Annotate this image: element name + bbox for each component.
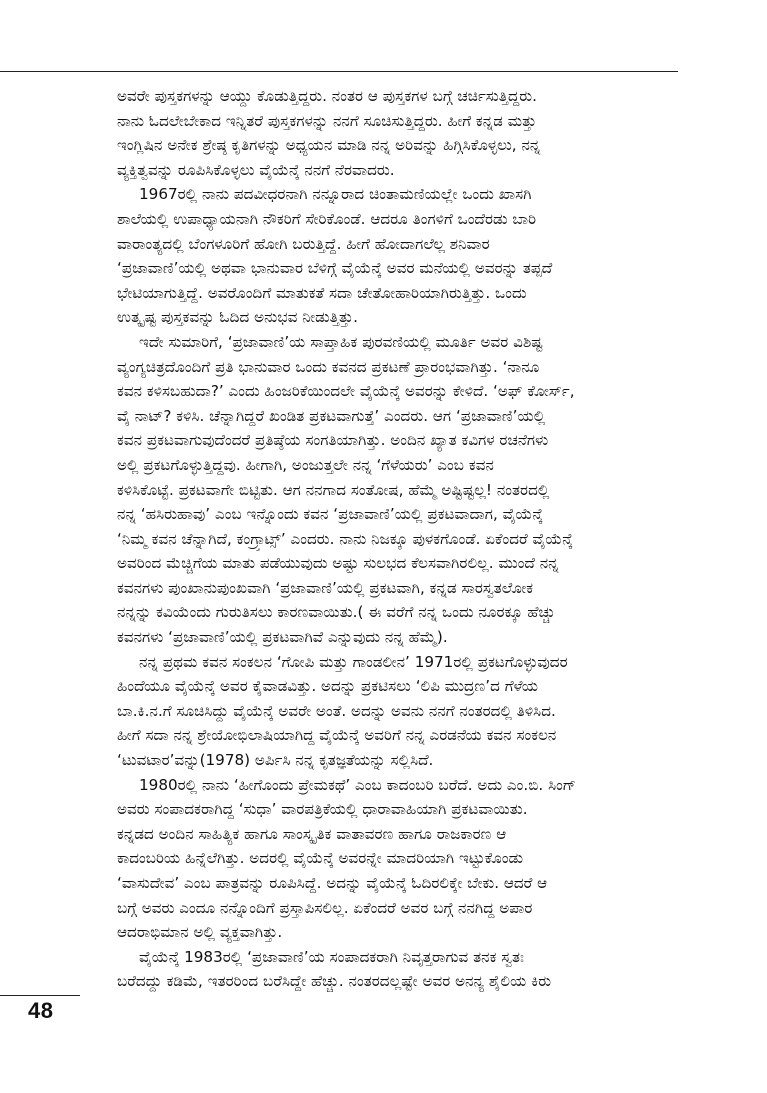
paragraph [117, 773, 677, 945]
text-line: ಕವನ ಕಳಿಸಬಹುದಾ?’ ಎಂದು ಹಿಂಜರಿಕೆಯಿಂದಲೇ ವೈಯೆನ್ಕೆ ಅವರನ್ನು ಕೇಳಿದೆ. ‘ಅಫ್ ಕೋರ್ಸ್, [117, 382, 575, 401]
text-line: ‘ವಾಸುದೇವ’ ಎಂಬ ಪಾತ್ರವನ್ನು ರೂಪಿಸಿದ್ದೆ. ಅದನ್ನು ವೈಯೆನ್ಕೆ ಓದಿರಲಿಕ್ಕೇ ಬೇಕು. ಆದರೆ ಆ [117, 874, 548, 892]
top-rule [0, 71, 678, 72]
text-line: ಇಂಗ್ಲಿಷಿನ ಅನೇಕ ಶ್ರೇಷ್ಠ ಕೃತಿಗಳನ್ನು ಅಧ್ಯಯನ ಮಾಡಿ ನನ್ನ ಅರಿವನ್ನು ಹಿಗ್ಗಿಸಿಕೊಳ್ಳಲು, ನನ್ನ [117, 136, 541, 155]
text-line: ನಾನು ಓದಲೇಬೇಕಾದ ಇನ್ನಿತರೆ ಪುಸ್ತಕಗಳನ್ನು ನನಗೆ ಸೂಚಿಸುತ್ತಿದ್ದರು. ಹೀಗೆ ಕನ್ನಡ ಮತ್ತು [117, 111, 537, 130]
text-line: ‘ಟುವಟಾರ’ವನ್ನು(1978) ಅರ್ಪಿಸಿ ನನ್ನ ಕೃತಜ್ಞತೆಯನ್ನು ಸಲ್ಲಿಸಿದೆ. [117, 751, 434, 770]
text-line: ಭೇಟಿಯಾಗುತ್ತಿದ್ದೆ. ಅವರೊಂದಿಗೆ ಮಾತುಕತೆ ಸದಾ ಚೇತೋಹಾರಿಯಾಗಿರುತ್ತಿತ್ತು. ಒಂದು [117, 283, 527, 302]
text-line: ಉತ್ಕೃಷ್ಟ ಪುಸ್ತಕವನ್ನು ಓದಿದ ಅನುಭವ ನೀಡುತ್ತಿತ್ತು. [117, 308, 358, 327]
text-line: 1980ರಲ್ಲಿ ನಾನು ‘ಹೀಗೊಂದು ಪ್ರೇಮಕಥೆ’ ಎಂಬ ಕಾದಂಬರಿ ಬರೆದೆ. ಅದು ಎಂ.ಬಿ. ಸಿಂಗ್ [139, 775, 577, 794]
paragraph [117, 945, 677, 994]
text-line: ಅವರಿಂದ ಮೆಚ್ಚಿಗೆಯ ಮಾತು ಪಡೆಯುವುದು ಅಷ್ಟು ಸುಲಭದ ಕೆಲಸವಾಗಿರಲಿಲ್ಲ. ಮುಂದೆ ನನ್ನ [117, 554, 559, 573]
text-line: ಕವನಗಳು ಪುಂಖಾನುಪುಂಖವಾಗಿ ‘ಪ್ರಜಾವಾಣಿ’ಯಲ್ಲಿ ಪ್ರಕಟವಾಗಿ, ಕನ್ನಡ ಸಾರಸ್ವತಲೋಕ [117, 578, 534, 597]
footer-rule [0, 995, 80, 996]
text-line: ವೈಯೆನ್ಕೆ 1983ರಲ್ಲಿ ‘ಪ್ರಜಾವಾಣಿ’ಯ ಸಂಪಾದಕರಾಗಿ ನಿವೃತ್ತರಾಗುವ ತನಕ ಸ್ವತಃ [139, 947, 524, 966]
text-line: ವ್ಯಕ್ತಿತ್ವವನ್ನು ರೂಪಿಸಿಕೊಳ್ಳಲು ವೈಯೆನ್ಕೆ ನನಗೆ ನೆರವಾದರು. [117, 160, 395, 179]
text-line: 1967ರಲ್ಲಿ ನಾನು ಪದವೀಧರನಾಗಿ ನನ್ನೂರಾದ ಚಿಂತಾಮಣಿಯಲ್ಲೇ ಒಂದು ಖಾಸಗಿ [139, 185, 532, 204]
text-line: ‘ಪ್ರಜಾವಾಣಿ’ಯಲ್ಲಿ ಅಥವಾ ಭಾನುವಾರ ಬೆಳಿಗ್ಗೆ ವೈಯೆನ್ಕೆ ಅವರ ಮನೆಯಲ್ಲಿ ಅವರನ್ನು ತಪ್ಪದೆ [117, 259, 553, 278]
text-line: ಇದೇ ಸುಮಾರಿಗೆ, ‘ಪ್ರಜಾವಾಣಿ’ಯ ಸಾಪ್ತಾಹಿಕ ಪುರವಣಿಯಲ್ಲಿ ಮೂರ್ತಿ ಅವರ ವಿಶಿಷ್ಟ [139, 332, 543, 351]
text-line: ಹಿಂದೆಯೂ ವೈಯೆನ್ಕೆ ಅವರ ಕೈವಾಡವಿತ್ತು. ಅದನ್ನು ಪ್ರಕಟಿಸಲು ‘ಲಿಪಿ ಮುದ್ರಣ’ದ ಗೆಳೆಯ [117, 677, 539, 696]
text-line: ಅವರು ಸಂಪಾದಕರಾಗಿದ್ದ ‘ಸುಧಾ’ ವಾರಪತ್ರಿಕೆಯಲ್ಲಿ ಧಾರಾವಾಹಿಯಾಗಿ ಪ್ರಕಟವಾಯಿತು. [117, 800, 528, 819]
text-line: ಶಾಲೆಯಲ್ಲಿ ಉಪಾಧ್ಯಾಯನಾಗಿ ನೌಕರಿಗೆ ಸೇರಿಕೊಂಡೆ. ಆದರೂ ತಿಂಗಳಿಗೆ ಒಂದೆರಡು ಬಾರಿ [117, 209, 537, 228]
text-line: ಕವನಗಳು ‘ಪ್ರಜಾವಾಣಿ’ಯಲ್ಲಿ ಪ್ರಕಟವಾಗಿವೆ ಎನ್ನುವುದು ನನ್ನ ಹೆಮ್ಮೆ). [117, 628, 448, 647]
paragraph [117, 84, 677, 182]
text-line: ಬರೆದದ್ದು ಕಡಿಮೆ, ಇತರರಿಂದ ಬರೆಸಿದ್ದೇ ಹೆಚ್ಚು. ನಂತರದಲ್ಲಷ್ಟೇ ಅವರ ಅನನ್ಯ ಶೈಲಿಯ ಕಿರು [117, 972, 552, 991]
text-line: ನನ್ನ ಪ್ರಥಮ ಕವನ ಸಂಕಲನ ‘ಗೋಪಿ ಮತ್ತು ಗಾಂಡಲೀನ’ 1971ರಲ್ಲಿ ಪ್ರಕಟಗೊಳ್ಳುವುದರ [139, 652, 568, 671]
text-line: ಬಗ್ಗೆ ಅವರು ಎಂದೂ ನನ್ನೊಂದಿಗೆ ಪ್ರಸ್ತಾಪಿಸಲಿಲ್ಲ. ಏಕೆಂದರೆ ಅವರ ಬಗ್ಗೆ ನನಗಿದ್ದ ಅಪಾರ [117, 898, 533, 917]
paragraph [117, 182, 677, 330]
text-line: ಕಾದಂಬರಿಯ ಹಿನ್ನೆಲೆಗಿತ್ತು. ಅದರಲ್ಲಿ ವೈಯೆನ್ಕೆ ಅವರನ್ನೇ ಮಾದರಿಯಾಗಿ ಇಟ್ಟುಕೊಂಡು [117, 849, 524, 868]
page-number: 48 [28, 998, 54, 1023]
text-line: ನನ್ನ ‘ಹಸಿರುಹಾವು’ ಎಂಬ ಇನ್ನೊಂದು ಕವನ ‘ಪ್ರಜಾವಾಣಿ’ಯಲ್ಲಿ ಪ್ರಕಟವಾದಾಗ, ವೈಯೆನ್ಕೆ [117, 505, 543, 524]
body-text [117, 84, 677, 994]
paragraph [117, 330, 677, 650]
text-line: ಅಲ್ಲಿ ಪ್ರಕಟಗೊಳ್ಳುತ್ತಿದ್ದವು. ಹೀಗಾಗಿ, ಅಂಜುತ್ತಲೇ ನನ್ನ ‘ಗೆಳೆಯರು’ ಎಂಬ ಕವನ [117, 455, 494, 474]
text-line: ಕವನ ಪ್ರಕಟವಾಗುವುದೆಂದರೆ ಪ್ರತಿಷ್ಠೆಯ ಸಂಗತಿಯಾಗಿತ್ತು. ಅಂದಿನ ಖ್ಯಾತ ಕವಿಗಳ ರಚನೆಗಳು [117, 431, 549, 450]
text-line: ಕಳಿಸಿಕೊಟ್ಟೆ. ಪ್ರಕಟವಾಗೇ ಬಿಟ್ಟಿತು. ಆಗ ನನಗಾದ ಸಂತೋಷ, ಹೆಮ್ಮೆ ಅಷ್ಟಿಷ್ಟಲ್ಲ! ನಂತರದಲ್ಲಿ [117, 480, 550, 499]
paragraph [117, 650, 677, 773]
text-line: ವೈ ನಾಟ್? ಕಳಿಸಿ. ಚೆನ್ನಾಗಿದ್ದರೆ ಖಂಡಿತ ಪ್ರಕಟವಾಗುತ್ತೆ’ ಎಂದರು. ಆಗ ‘ಪ್ರಜಾವಾಣಿ’ಯಲ್ಲಿ [117, 406, 546, 425]
text-line: ಹೀಗೆ ಸದಾ ನನ್ನ ಶ್ರೇಯೋಭಿಲಾಷಿಯಾಗಿದ್ದ ವೈಯೆನ್ಕೆ ಅವರಿಗೆ ನನ್ನ ಎರಡನೆಯ ಕವನ ಸಂಕಲನ [117, 726, 557, 745]
text-line: ವಾರಾಂತ್ಯದಲ್ಲಿ ಬೆಂಗಳೂರಿಗೆ ಹೋಗಿ ಬರುತ್ತಿದ್ದೆ. ಹೀಗೆ ಹೋದಾಗಲೆಲ್ಲ ಶನಿವಾರ [117, 234, 490, 253]
text-line: ಬಾ.ಕಿ.ನ.ಗೆ ಸೂಚಿಸಿದ್ದು ವೈಯೆನ್ಕೆ ಅವರೇ ಅಂತೆ. ಅದನ್ನು ಅವನು ನನಗೆ ನಂತರದಲ್ಲಿ ತಿಳಿಸಿದ. [117, 701, 556, 720]
text-line: ಆದರಾಭಿಮಾನ ಅಲ್ಲಿ ವ್ಯಕ್ತವಾಗಿತ್ತು. [117, 923, 283, 942]
text-line: ನನ್ನನ್ನು ಕವಿಯೆಂದು ಗುರುತಿಸಲು ಕಾರಣವಾಯಿತು.( ಈ ವರೆಗೆ ನನ್ನ ಒಂದು ನೂರಕ್ಕೂ ಹೆಚ್ಚು [117, 603, 556, 622]
text-line: ‘ನಿಮ್ಮ ಕವನ ಚೆನ್ನಾಗಿದೆ, ಕಂಗ್ರ್ಯಾಟ್ಸ್’ ಎಂದರು. ನಾನು ನಿಜಕ್ಕೂ ಪುಳಕಗೊಂಡೆ. ಏಕೆಂದರೆ ವೈಯೆನ್ಕೆ [117, 529, 573, 548]
text-line: ವ್ಯಂಗ್ಯಚಿತ್ರದೊಂದಿಗೆ ಪ್ರತಿ ಭಾನುವಾರ ಒಂದು ಕವನದ ಪ್ರಕಟಣೆ ಪ್ರಾರಂಭವಾಗಿತ್ತು. ‘ನಾನೂ [117, 357, 540, 376]
text-line: ಕನ್ನಡದ ಅಂದಿನ ಸಾಹಿತ್ಯಿಕ ಹಾಗೂ ಸಾಂಸ್ಕೃತಿಕ ವಾತಾವರಣ ಹಾಗೂ ರಾಜಕಾರಣ ಆ [117, 824, 507, 843]
text-line: ಅವರೇ ಪುಸ್ತಕಗಳನ್ನು ಆಯ್ದು ಕೊಡುತ್ತಿದ್ದರು. ನಂತರ ಆ ಪುಸ್ತಕಗಳ ಬಗ್ಗೆ ಚರ್ಚಿಸುತ್ತಿದ್ದರು. [117, 87, 537, 105]
